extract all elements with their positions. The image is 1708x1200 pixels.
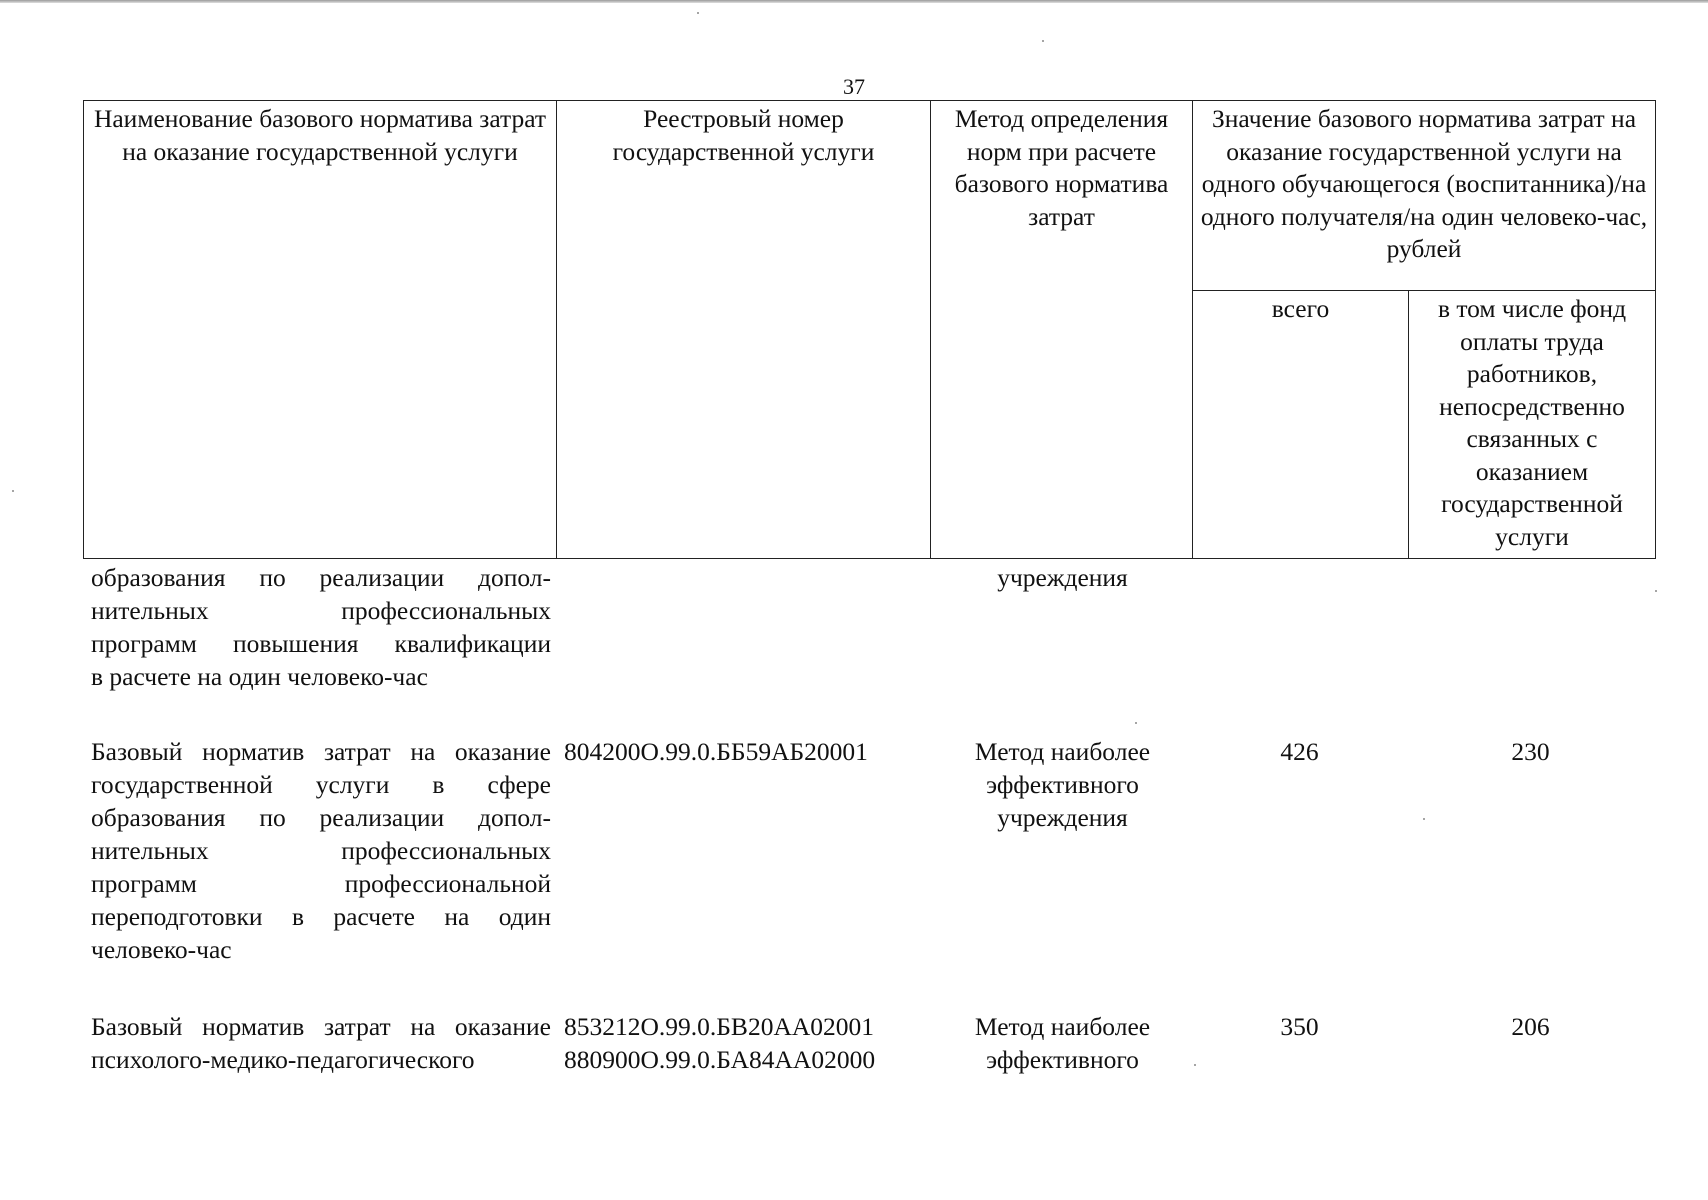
service-name: образования по реализации допол- нительных профессиональных программ повышения квалификации в расчете на один человеко-час [91, 563, 551, 691]
scan-speck [1194, 1064, 1196, 1066]
scan-speck [1042, 40, 1044, 42]
scan-speck [12, 490, 14, 492]
wage-value: 206 [1511, 1012, 1550, 1041]
wage-value: 230 [1511, 737, 1550, 766]
total-value: 350 [1280, 1012, 1319, 1041]
header-wage-fund: в том числе фонд оплаты труда работников, непосредственно связанных с оказанием государственной услуги [1409, 291, 1656, 559]
header-method: Метод определения норм при расчете базового норматива затрат [931, 101, 1193, 559]
scan-speck [1655, 590, 1657, 592]
scan-edge [0, 0, 1708, 3]
method: Метод наиболее эффективного учреждения [974, 737, 1151, 832]
service-name: Базовый норматив затрат на оказание государственной услуги в сфере образования по реализации допол- нительных профессиональных программ профессиональной переподготовки в расчете на один человеко-час [91, 737, 551, 964]
header-norm-value: Значение базового норматива затрат на оказание государственной услуги на одного обучающегося (воспитанника)/на одного получателя/на один человеко-час, рублей [1193, 101, 1656, 291]
header-service-name: Наименование базового норматива затрат на оказание государственной услуги [84, 101, 557, 559]
page-number: 37 [843, 74, 865, 99]
scan-speck [697, 12, 699, 14]
method: Метод наиболее эффективного [974, 1012, 1151, 1074]
registry-number: 853212О.99.0.БВ20АА02001 880900О.99.0.БА84АА02000 [564, 1012, 876, 1074]
header-total: всего [1193, 291, 1409, 559]
registry-number: 804200О.99.0.ББ59АБ20001 [564, 737, 868, 766]
method: учреждения [997, 563, 1128, 592]
service-name: Базовый норматив затрат на оказание психолого-медико-педагогического [91, 1012, 551, 1074]
table-header [83, 100, 1656, 559]
scan-speck [1423, 818, 1425, 820]
scan-speck [1135, 722, 1137, 724]
header-registry-number: Реестровый номер государственной услуги [557, 101, 931, 559]
total-value: 426 [1280, 737, 1319, 766]
